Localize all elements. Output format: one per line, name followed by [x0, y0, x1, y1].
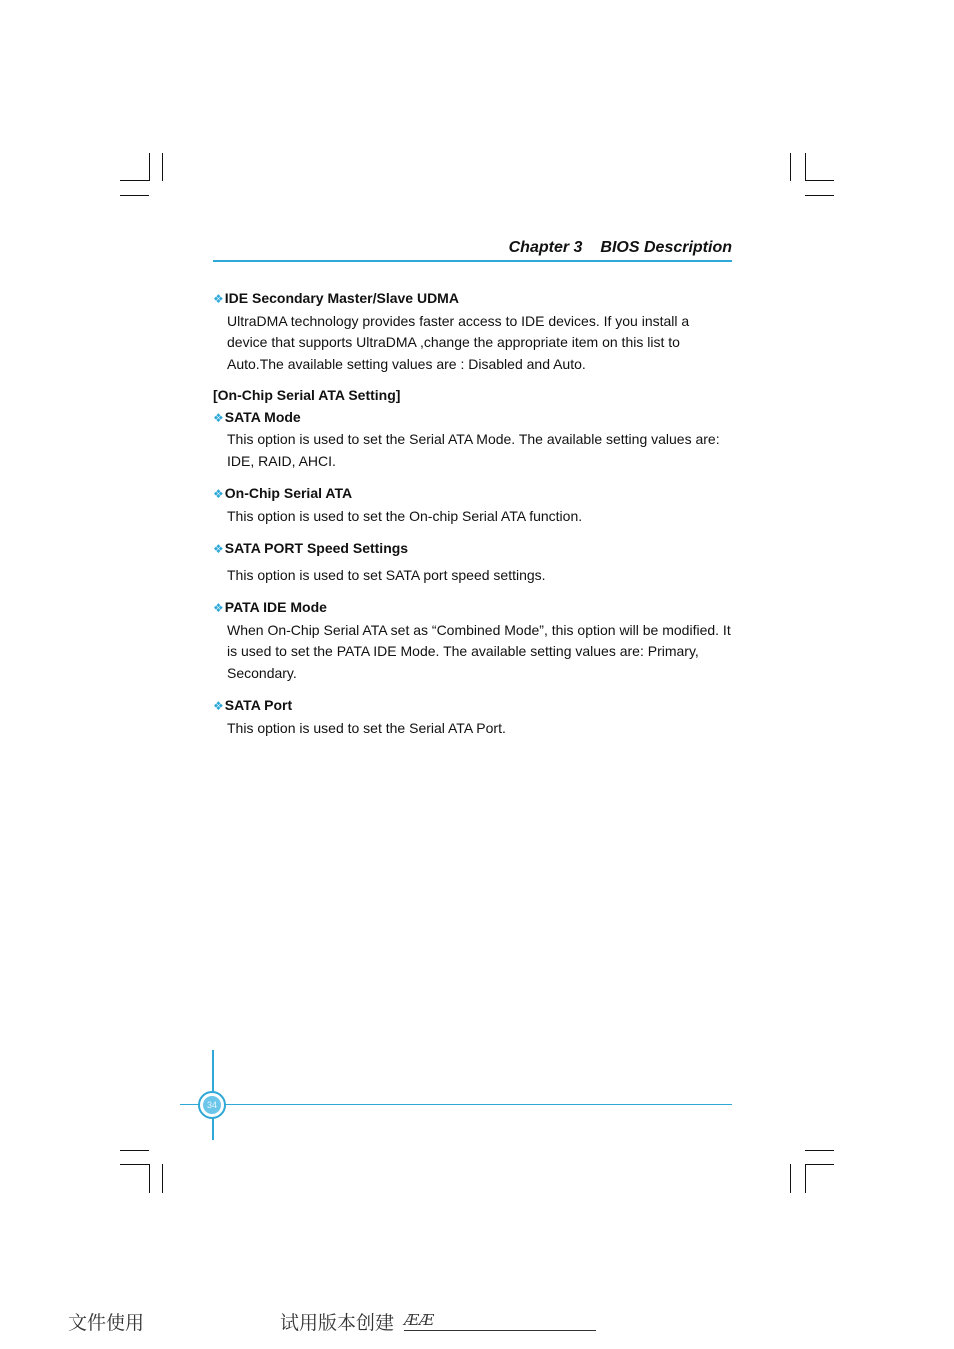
diamond-bullet-icon: ❖	[213, 699, 224, 713]
crop-mark	[790, 153, 791, 181]
watermark-right: 试用版本创建	[280, 1312, 395, 1334]
crop-mark	[120, 1150, 149, 1151]
item-title-text: SATA Port	[224, 697, 293, 713]
chapter-header	[509, 239, 732, 257]
item-title	[213, 695, 733, 718]
chapter-label: Chapter 3	[508, 239, 583, 256]
crop-mark	[120, 195, 149, 196]
item-title	[213, 288, 733, 311]
diamond-bullet-icon: ❖	[213, 292, 224, 306]
crop-mark	[120, 180, 149, 181]
watermark-tail: ÆÆ	[404, 1311, 435, 1329]
page-content	[213, 288, 733, 739]
footer-horizontal-rule	[180, 1104, 732, 1105]
watermark-underline	[404, 1330, 596, 1331]
crop-mark	[162, 1164, 163, 1193]
item-description: This option is used to set SATA port speed settings.	[227, 566, 546, 583]
item-title-text: SATA PORT Speed Settings	[224, 540, 409, 556]
item-title	[213, 538, 733, 561]
item-title-text: PATA IDE Mode	[224, 599, 327, 615]
item-description: This option is used to set the Serial ATA Port.	[227, 719, 506, 736]
header-rule	[213, 260, 732, 262]
item-title-text: SATA Mode	[224, 408, 301, 425]
item-title-text: On-Chip Serial ATA	[224, 485, 353, 501]
crop-mark	[805, 153, 806, 181]
page-number-badge	[198, 1091, 226, 1119]
item-title-text: IDE Secondary Master/Slave UDMA	[224, 290, 459, 306]
crop-mark	[149, 1164, 150, 1193]
item-title	[213, 407, 733, 430]
section-title: [On-Chip Serial ATA Setting]	[213, 387, 401, 403]
crop-mark	[805, 195, 834, 196]
crop-mark	[805, 1164, 806, 1193]
item-title	[213, 483, 733, 506]
item-description: This option is used to set the On-chip Serial ATA function.	[227, 507, 583, 524]
diamond-bullet-icon: ❖	[213, 410, 224, 425]
crop-mark	[805, 1164, 834, 1165]
section-label: BIOS Description	[600, 239, 732, 256]
crop-mark	[149, 153, 150, 181]
watermark-left: 文件使用	[68, 1312, 145, 1334]
item-description: When On-Chip Serial ATA set as “Combined Mode”, this option will be modified. It is used to set the PATA IDE Mode. The available setting values are: Primary, Secondary.	[227, 621, 731, 681]
crop-mark	[805, 1150, 834, 1151]
diamond-bullet-icon: ❖	[213, 601, 224, 615]
diamond-bullet-icon: ❖	[213, 542, 224, 556]
page-number: 34	[203, 1096, 221, 1114]
diamond-bullet-icon: ❖	[213, 487, 224, 501]
item-title	[213, 597, 733, 620]
crop-mark	[120, 1164, 149, 1165]
crop-mark	[790, 1164, 791, 1193]
crop-mark	[805, 180, 834, 181]
item-description: UltraDMA technology provides faster access to IDE devices. If you install a device that supports UltraDMA ,change the appropriate item on this list to Auto.The available setting values are : Disabled and Auto.	[227, 312, 690, 372]
crop-mark	[162, 153, 163, 181]
item-description: This option is used to set the Serial ATA Mode. The available setting values are: IDE, RAID, AHCI.	[227, 431, 720, 469]
